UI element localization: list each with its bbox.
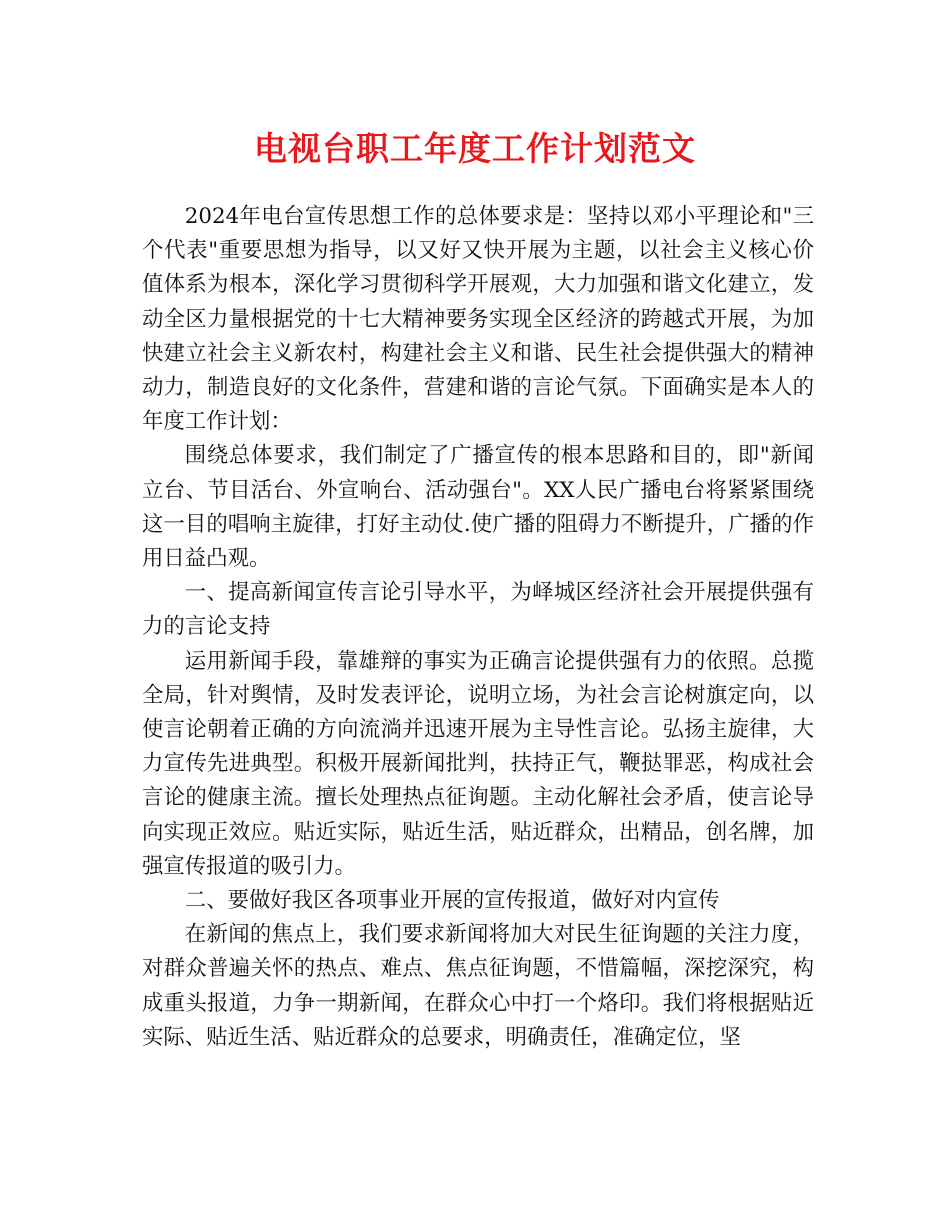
document-body xyxy=(142,200,814,1055)
paragraph: 在新闻的焦点上，我们要求新闻将加大对民生征询题的关注力度，对群众普遍关怀的热点、难点、焦点征询题，不惜篇幅，深挖深究，构成重头报道，力争一期新闻，在群众心中打一个烙印。我们将根据贴近实际、贴近生活、贴近群众的总要求，明确责任，准确定位，坚 xyxy=(142,922,814,1050)
paragraph: 2024年电台宣传思想工作的总体要求是：坚持以邓小平理论和"三个代表"重要思想为指导，以又好又快开展为主题，以社会主义核心价值体系为根本，深化学习贯彻科学开展观，大力加强和谐文化建立，发动全区力量根据党的十七大精神要务实现全区经济的跨越式开展，为加快建立社会主义新农村，构建社会主义和谐、民生社会提供强大的精神动力，制造良好的文化条件，营建和谐的言论气氛。下面确实是本人的年度工作计划： xyxy=(142,204,814,435)
paragraph: 运用新闻手段，靠雄辩的事实为正确言论提供强有力的依照。总揽全局，针对舆情，及时发表评论，说明立场，为社会言论树旗定向，以使言论朝着正确的方向流淌并迅速开展为主导性言论。弘扬主旋律，大力宣传先进典型。积极开展新闻批判，扶持正气，鞭挞罪恶，构成社会言论的健康主流。擅长处理热点征询题。主动化解社会矛盾，使言论导向实现正效应。贴近实际，贴近生活，贴近群众，出精品，创名牌，加强宣传报道的吸引力。 xyxy=(142,648,814,879)
paragraph: 围绕总体要求，我们制定了广播宣传的根本思路和目的，即"新闻立台、节目活台、外宣响台、活动强台"。XX人民广播电台将紧紧围绕这一目的唱响主旋律，打好主动仗.使广播的阻碍力不断提升，广播的作用日益凸观。 xyxy=(142,443,814,572)
section-heading: 二、要做好我区各项事业开展的宣传报道，做好对内宣传 xyxy=(184,888,720,914)
document-title: 电视台职工年度工作计划范文 xyxy=(254,129,696,168)
section-heading: 一、提高新闻宣传言论引导水平，为峄城区经济社会开展提供强有力的言论支持 xyxy=(142,580,814,640)
